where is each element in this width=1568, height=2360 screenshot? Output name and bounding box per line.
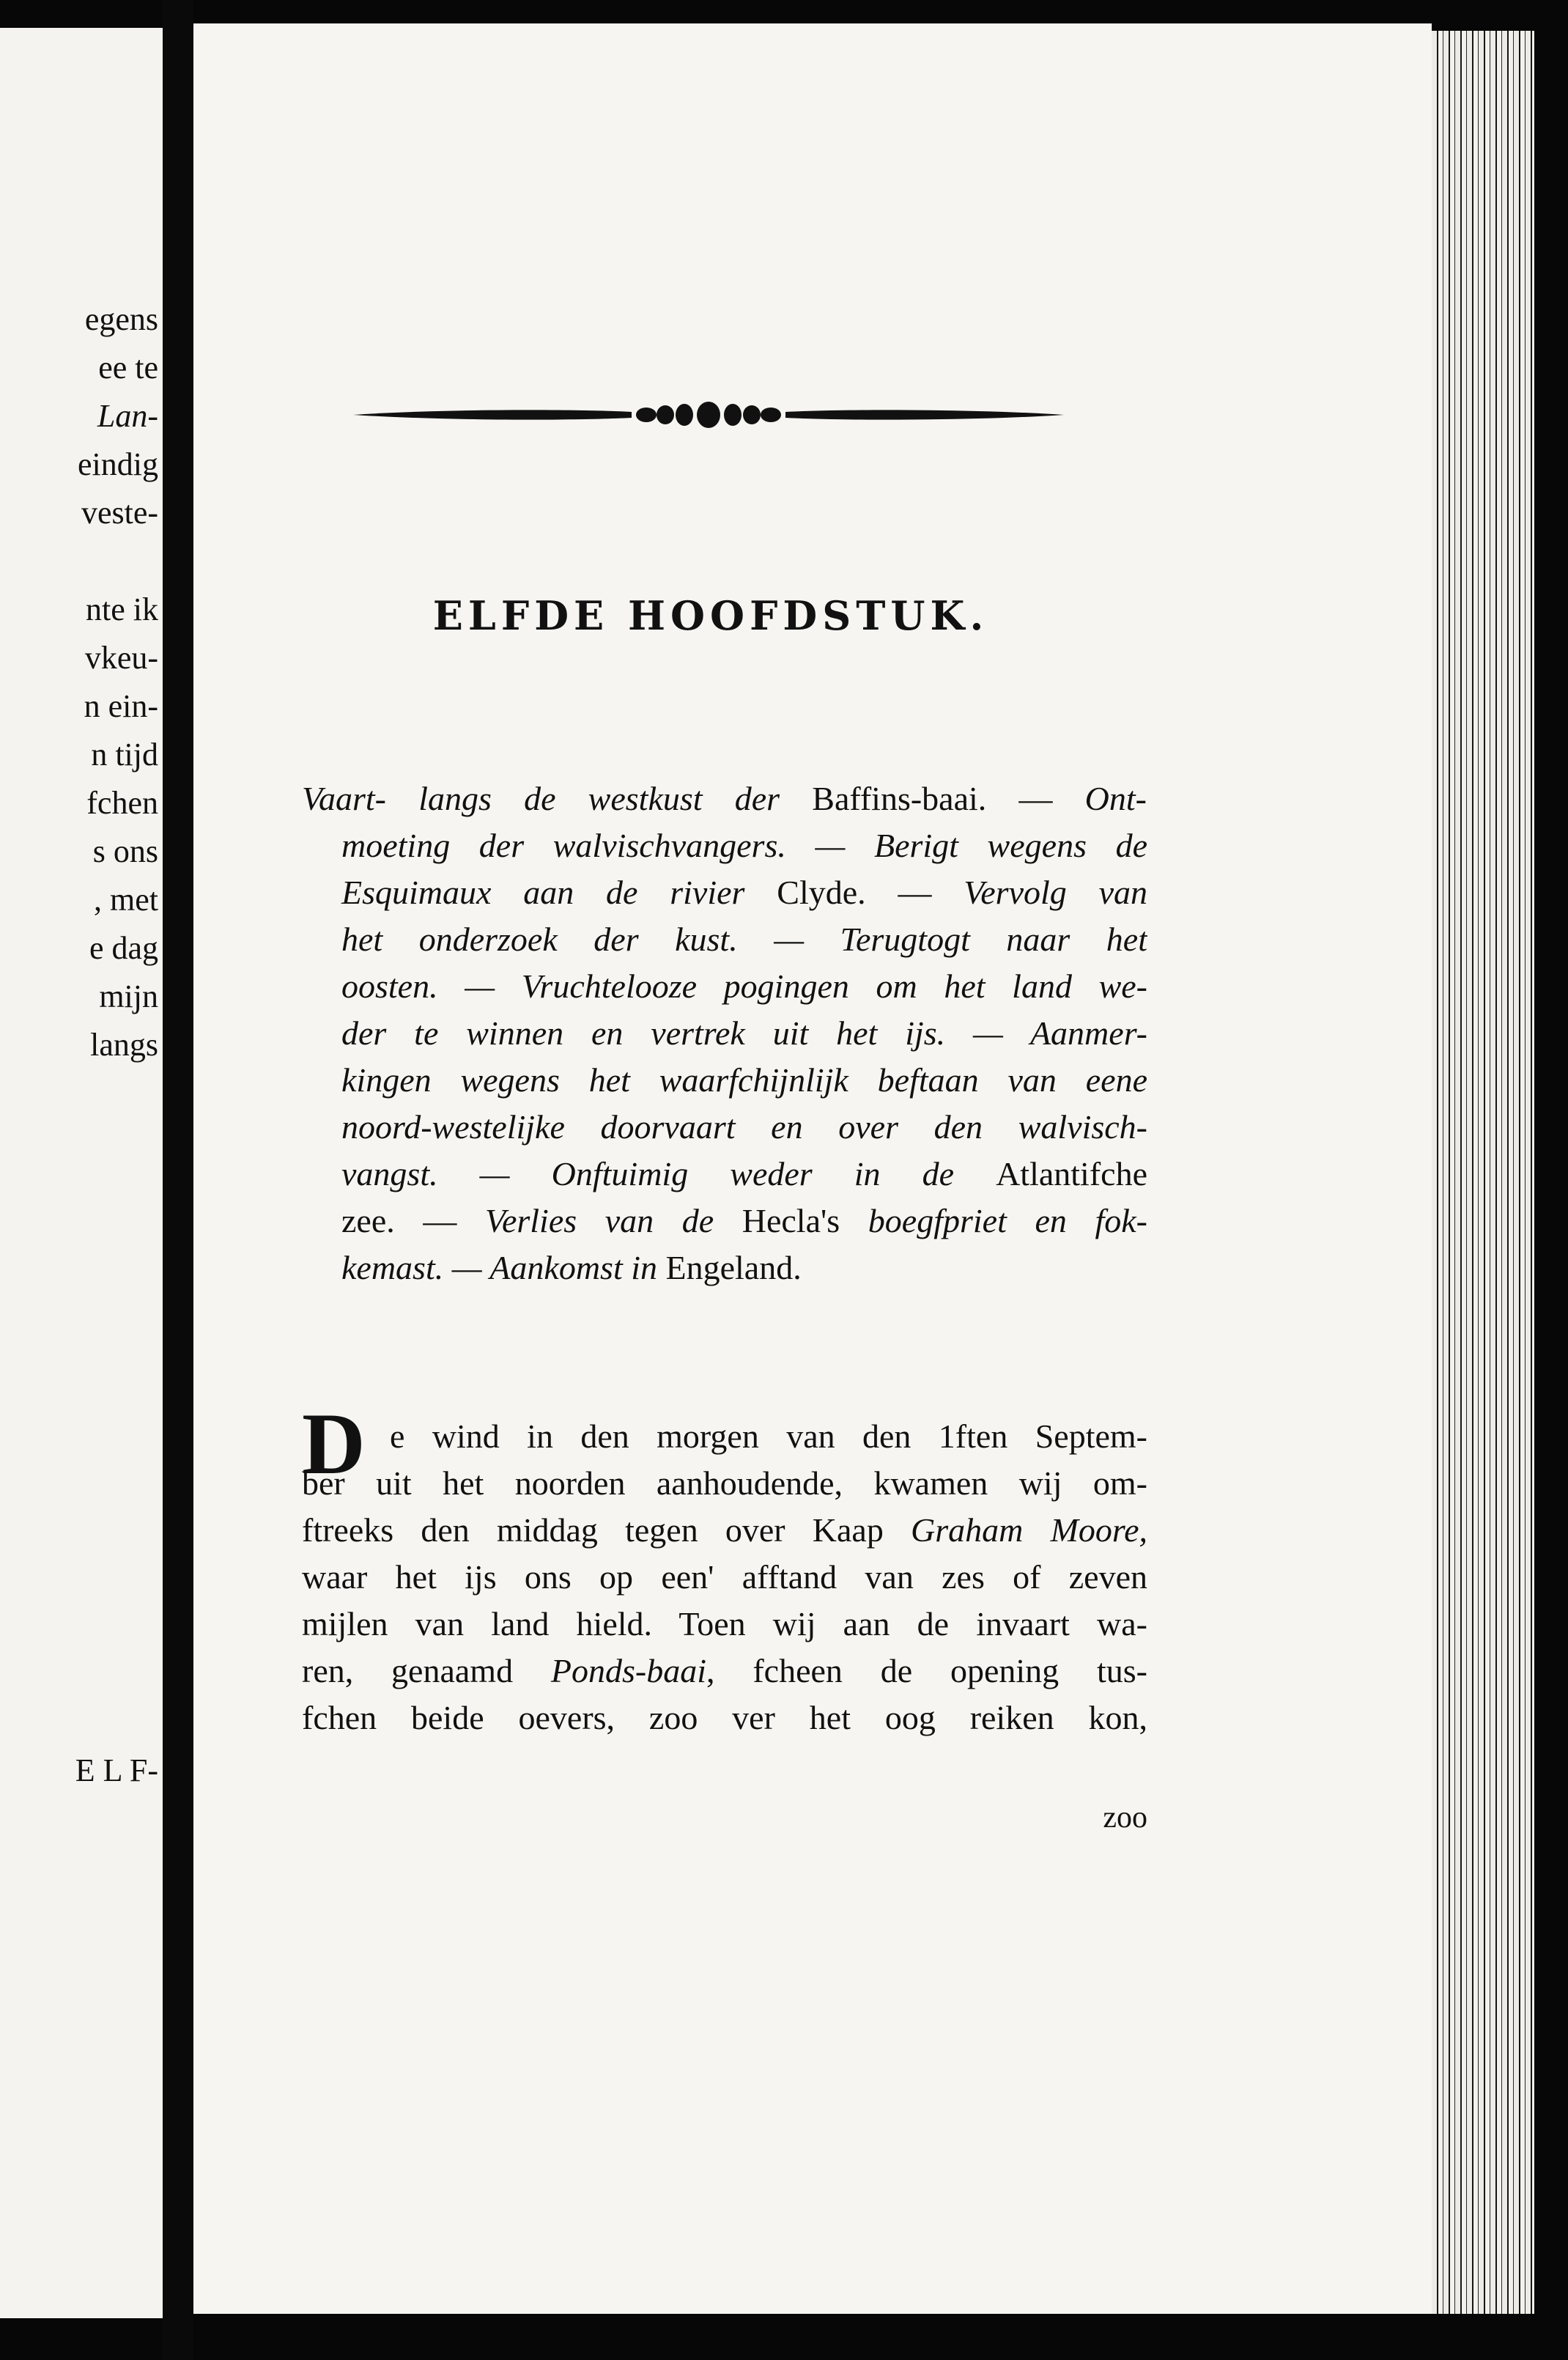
summary-line bbox=[302, 1057, 1147, 1104]
text-run: Esquimaux aan de rivier bbox=[341, 874, 777, 911]
facing-page-line: , met bbox=[94, 882, 158, 918]
text-run: Engeland. bbox=[665, 1249, 802, 1286]
text-run: , fcheen de opening tus- bbox=[706, 1652, 1147, 1689]
text-run: kemast. — Aankomst in bbox=[341, 1249, 666, 1286]
facing-page-line: Lan- bbox=[97, 398, 158, 434]
facing-page-line: fchen bbox=[86, 785, 158, 821]
text-run: noord-westelijke doorvaart en over den walvisch- bbox=[341, 1108, 1147, 1146]
text-run: moeting der walvischvangers. — Berigt wegens de bbox=[341, 827, 1147, 864]
facing-page-line: langs bbox=[90, 1027, 158, 1063]
text-run: kingen wegens het waarfchijnlijk beftaan van eene bbox=[341, 1061, 1147, 1099]
text-run: mijlen van land hield. Toen wij aan de invaart wa- bbox=[302, 1605, 1147, 1642]
ornamental-rule bbox=[353, 402, 1064, 428]
facing-page-line: eindig bbox=[78, 446, 158, 482]
text-run: Verlies van de bbox=[484, 1202, 742, 1239]
summary-line bbox=[302, 916, 1147, 963]
facing-page-line: e dag bbox=[89, 930, 158, 966]
facing-page-line: nte ik bbox=[86, 591, 158, 627]
body-line bbox=[302, 1554, 1147, 1601]
text-run: het onderzoek der kust. — Terugtogt naar het bbox=[341, 921, 1147, 958]
summary-line bbox=[302, 1198, 1147, 1244]
catchword: zoo bbox=[1103, 1801, 1147, 1834]
text-run: Hecla's bbox=[742, 1202, 868, 1239]
facing-page-fragment bbox=[0, 28, 163, 2318]
summary-line bbox=[302, 1244, 1147, 1291]
facing-page-line: egens bbox=[84, 301, 158, 337]
body-line bbox=[302, 1695, 1147, 1741]
text-run: ren, genaamd bbox=[302, 1652, 551, 1689]
facing-page-line: veste- bbox=[81, 495, 158, 531]
text-run: Clyde. — bbox=[777, 874, 964, 911]
summary-line bbox=[302, 1010, 1147, 1057]
drop-cap: D bbox=[302, 1395, 366, 1492]
body-line bbox=[302, 1601, 1147, 1648]
summary-line bbox=[302, 963, 1147, 1010]
text-run: der te winnen en vertrek uit het ijs. — Aanmer- bbox=[341, 1014, 1147, 1052]
text-run: ber uit het noorden aanhoudende, kwamen wij om- bbox=[302, 1464, 1147, 1502]
facing-page-line: n ein- bbox=[84, 688, 158, 724]
summary-line bbox=[302, 822, 1147, 869]
facing-page-catchword: E L F- bbox=[75, 1752, 158, 1788]
body-text bbox=[302, 1413, 1147, 1741]
text-run: Atlantifche bbox=[996, 1155, 1147, 1192]
text-run: Ponds-baai bbox=[550, 1652, 707, 1689]
text-run: fchen beide oevers, zoo ver het oog reiken kon, bbox=[302, 1699, 1147, 1736]
summary-line bbox=[302, 869, 1147, 916]
text-run: zee. — bbox=[341, 1202, 485, 1239]
text-run: Vaart- langs de westkust der bbox=[302, 780, 813, 817]
text-run: Vervolg van bbox=[964, 874, 1147, 911]
body-line bbox=[302, 1460, 1147, 1507]
chapter-summary bbox=[302, 775, 1147, 1291]
facing-page-line: s ons bbox=[92, 833, 158, 869]
text-run: boegfpriet en fok- bbox=[868, 1202, 1147, 1239]
text-run: waar het ijs ons op een' afftand van zes of zeven bbox=[302, 1558, 1147, 1596]
body-line bbox=[302, 1648, 1147, 1695]
summary-line bbox=[302, 1151, 1147, 1198]
text-run: vangst. — Onftuimig weder in de bbox=[341, 1155, 996, 1192]
book-gutter bbox=[163, 0, 193, 2360]
text-run: oosten. — Vruchtelooze pogingen om het land we- bbox=[341, 967, 1147, 1005]
text-run: e wind in den morgen van den 1ften Septem- bbox=[390, 1417, 1147, 1455]
facing-page-line: mijn bbox=[99, 978, 158, 1014]
summary-line bbox=[302, 1104, 1147, 1151]
body-line bbox=[302, 1507, 1147, 1554]
facing-page-line: ee te bbox=[98, 350, 158, 386]
page-edges bbox=[1432, 31, 1534, 2314]
facing-page-line: n tijd bbox=[91, 737, 158, 772]
text-run: Ont- bbox=[1084, 780, 1147, 817]
body-line bbox=[302, 1413, 1147, 1460]
chapter-title: ELFDE HOOFDSTUK. bbox=[432, 592, 989, 639]
text-run: Graham Moore, bbox=[911, 1511, 1147, 1549]
text-run: Baffins-baai. — bbox=[812, 780, 1085, 817]
text-run: ftreeks den middag tegen over Kaap bbox=[302, 1511, 911, 1549]
facing-page-line: vkeu- bbox=[84, 640, 158, 676]
summary-line bbox=[302, 775, 1147, 822]
